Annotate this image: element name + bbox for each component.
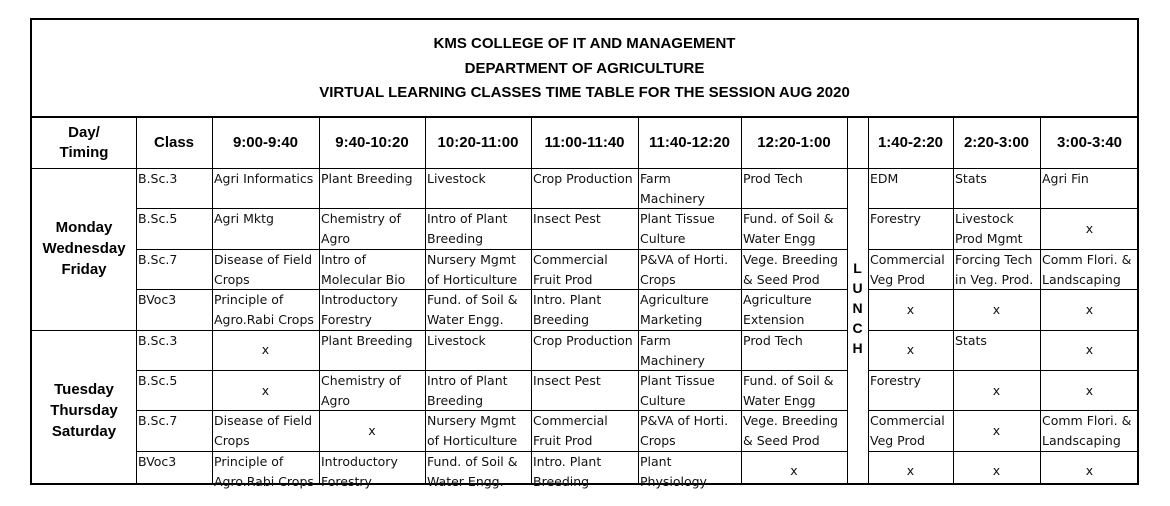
timetable-cell: x [261, 342, 270, 358]
timetable-cell: P&VA of Horti. Crops [640, 413, 729, 449]
timetable-cell: x [906, 301, 915, 317]
class-cell: B.Sc.7 [138, 251, 178, 267]
timetable-cell: Intro. Plant Breeding [533, 453, 602, 489]
timetable-cell: Forestry [870, 211, 921, 227]
column-header-slot: 9:00-9:40 [232, 134, 299, 151]
day-group-label: Tuesday Thursday Saturday [50, 380, 118, 440]
timetable-cell: Fund. of Soil & Water Engg [743, 211, 834, 247]
timetable-cell: x [1085, 301, 1094, 317]
lunch-letter: U [852, 280, 863, 296]
column-header-slot: 10:20-11:00 [437, 134, 519, 151]
day-group-label: Monday Wednesday Friday [42, 219, 126, 279]
timetable-cell: Farm Machinery [640, 171, 705, 206]
column-header-slot: 1:40-2:20 [877, 134, 944, 151]
department-name: DEPARTMENT OF AGRICULTURE [464, 60, 705, 77]
timetable-cell: Crop Production [533, 171, 633, 186]
timetable-cell: Agriculture Extension [743, 292, 812, 328]
timetable-cell: x [992, 382, 1001, 398]
timetable-cell: Prod Tech [743, 332, 803, 348]
timetable-cell: Disease of Field Crops [214, 251, 313, 287]
timetable-cell: Plant Tissue Culture [640, 211, 715, 247]
timetable-cell: Intro. Plant Breeding [533, 292, 602, 328]
timetable-cell: Insect Pest [533, 211, 601, 227]
timetable-cell: Intro of Molecular Bio [321, 251, 406, 287]
timetable-cell: Agri Mktg [214, 211, 274, 227]
timetable-cell: Intro of Plant Breeding [427, 373, 508, 408]
timetable-cell: Prod Tech [743, 171, 803, 186]
timetable-cell: Introductory Forestry [321, 292, 398, 328]
timetable-cell: x [261, 382, 270, 398]
timetable-cell: Comm Flori. & Landscaping [1042, 251, 1132, 287]
class-cell: BVoc3 [138, 453, 177, 469]
timetable-cell: x [992, 301, 1001, 317]
timetable-cell: Commercial Fruit Prod [533, 413, 608, 449]
timetable-cell: Vege. Breeding & Seed Prod [743, 413, 838, 449]
timetable-cell: x [992, 423, 1001, 439]
timetable-cell: Plant Tissue Culture [640, 373, 715, 408]
timetable-cell: Agri Fin [1042, 171, 1089, 186]
lunch-letter: N [852, 300, 863, 316]
timetable-title: VIRTUAL LEARNING CLASSES TIME TABLE FOR THE SESSION AUG 2020 [319, 84, 850, 101]
timetable-cell: Farm Machinery [640, 332, 705, 368]
timetable-frame [30, 18, 1139, 489]
column-header-day-timing: Day/ Timing [59, 124, 109, 161]
column-header-slot: 2:20-3:00 [963, 134, 1030, 151]
column-header-class: Class [153, 134, 195, 151]
timetable-cell: Plant Breeding [321, 171, 413, 186]
timetable-cell: Vege. Breeding & Seed Prod [743, 251, 838, 287]
timetable-cell: Plant Breeding [321, 332, 413, 348]
timetable-cell: Forcing Tech in Veg. Prod. [955, 251, 1034, 287]
timetable-cell: Fund. of Soil & Water Engg [743, 373, 834, 408]
timetable-cell: Chemistry of Agro [321, 373, 401, 408]
timetable-cell: Forestry [870, 373, 921, 388]
timetable-cell: x [1085, 463, 1094, 479]
timetable-cell: Crop Production [533, 332, 633, 348]
timetable-cell: Comm Flori. & Landscaping [1042, 413, 1132, 449]
timetable-cell: x [906, 463, 915, 479]
timetable-cell: x [368, 423, 376, 439]
lunch-letter: C [852, 320, 863, 336]
class-cell: B.Sc.3 [138, 171, 178, 186]
class-cell: BVoc3 [138, 292, 177, 308]
timetable-cell: P&VA of Horti. Crops [640, 251, 729, 287]
timetable-cell: Commercial Fruit Prod [533, 251, 608, 287]
timetable-cell: Chemistry of Agro [321, 211, 401, 247]
timetable-cell: Fund. of Soil & Water Engg. [427, 453, 518, 489]
timetable-cell: Livestock Prod Mgmt [955, 211, 1023, 247]
timetable-cell: Stats [955, 171, 987, 186]
timetable-cell: x [1085, 342, 1094, 358]
class-cell: B.Sc.5 [138, 211, 178, 227]
timetable-cell: Insect Pest [533, 373, 601, 388]
timetable-cell: x [1085, 221, 1094, 237]
timetable-cell: Disease of Field Crops [214, 413, 313, 449]
timetable-cell: x [906, 342, 915, 358]
class-cell: B.Sc.7 [138, 413, 178, 429]
lunch-letter: L [853, 260, 862, 276]
class-cell: B.Sc.3 [138, 332, 178, 348]
timetable-cell: x [992, 463, 1001, 479]
column-header-slot: 9:40-10:20 [335, 134, 409, 151]
timetable-cell: Fund. of Soil & Water Engg. [427, 292, 518, 328]
timetable-cell: Intro of Plant Breeding [427, 211, 508, 247]
lunch-letter: H [852, 340, 863, 356]
timetable-cell: x [790, 463, 798, 479]
timetable-cell: Agri Informatics [214, 171, 314, 186]
timetable-cell: Livestock [427, 332, 486, 348]
timetable-cell: EDM [870, 171, 899, 186]
timetable-cell: Stats [955, 332, 987, 348]
timetable-cell: x [1085, 382, 1094, 398]
timetable-cell: Agriculture Marketing [640, 292, 709, 328]
timetable-cell: Principle of Agro.Rabi Crops [214, 453, 314, 489]
timetable-cell: Principle of Agro.Rabi Crops [214, 292, 314, 328]
column-header-slot: 12:20-1:00 [757, 134, 831, 151]
timetable-cell: Plant Physiology [640, 453, 707, 489]
timetable-cell: Nursery Mgmt of Horticulture [427, 251, 518, 287]
column-header-slot: 11:00-11:40 [544, 134, 625, 151]
college-name: KMS COLLEGE OF IT AND MANAGEMENT [433, 35, 736, 52]
timetable-cell: Introductory Forestry [321, 453, 398, 489]
class-cell: B.Sc.5 [138, 373, 178, 388]
timetable-cell: Commercial Veg Prod [870, 251, 945, 287]
column-header-slot: 3:00-3:40 [1056, 134, 1123, 151]
timetable-cell: Nursery Mgmt of Horticulture [427, 413, 518, 449]
timetable-cell: Livestock [427, 171, 486, 186]
timetable-header [32, 20, 1137, 118]
column-header-slot: 11:40-12:20 [649, 134, 730, 151]
timetable-cell: Commercial Veg Prod [870, 413, 945, 449]
